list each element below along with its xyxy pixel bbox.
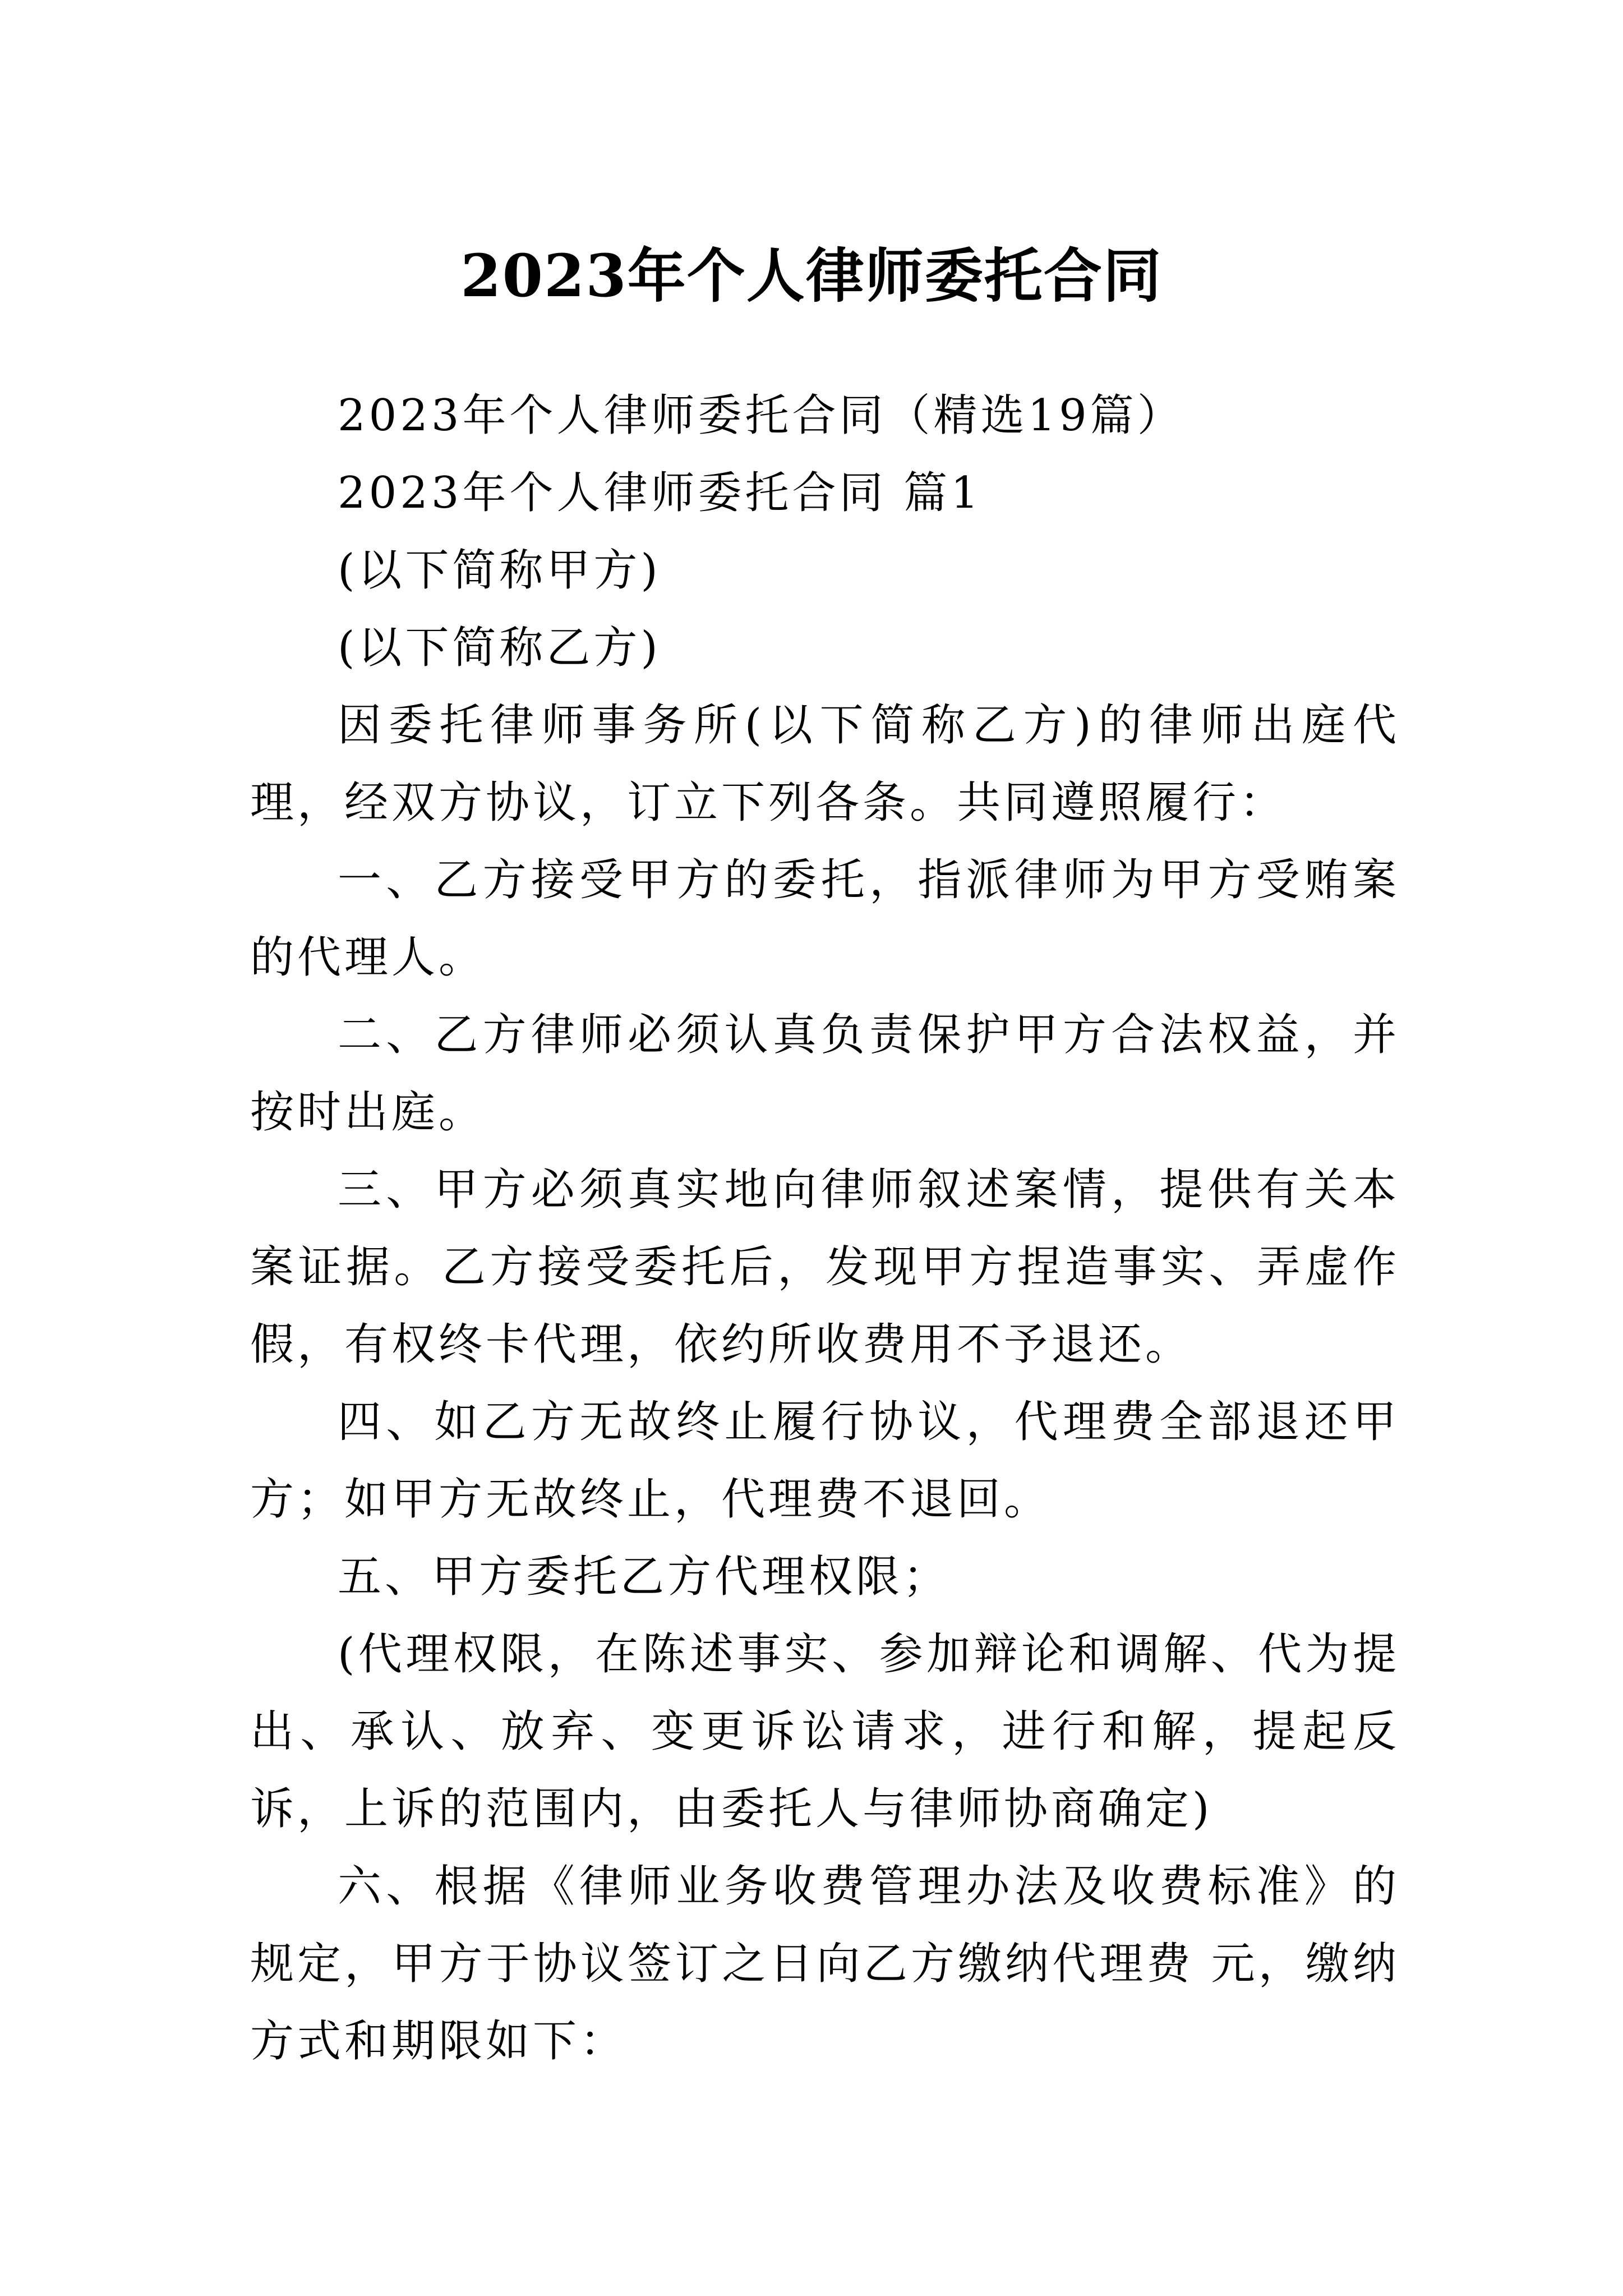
paragraph-preamble: 因委托律师事务所(以下简称乙方)的律师出庭代理，经双方协议，订立下列各条。共同遵照履行： — [250, 700, 1400, 828]
paragraph-clause-6: 六、根据《律师业务收费管理办法及收费标准》的规定，甲方于协议签订之日向乙方缴纳代理费 元，缴纳方式和期限如下： — [250, 1861, 1400, 2067]
paragraph-clause-4: 四、如乙方无故终止履行协议，代理费全部退还甲方；如甲方无故终止，代理费不退回。 — [250, 1397, 1400, 1525]
paragraph-clause-5: 五、甲方委托乙方代理权限； — [338, 1552, 951, 1602]
paragraph-clause-3: 三、甲方必须真实地向律师叙述案情，提供有关本案证据。乙方接受委托后，发现甲方捏造事实、弄虚作假，有权终卡代理，依约所收费用不予退还。 — [250, 1165, 1400, 1370]
paragraph-clause-2: 二、乙方律师必须认真负责保护甲方合法权益，并按时出庭。 — [250, 1010, 1400, 1138]
document-title: 2023年个人律师委托合同 — [460, 241, 1163, 310]
paragraph-clause-5-note: (代理权限，在陈述事实、参加辩论和调解、代为提出、承认、放弃、变更诉讼请求，进行和解，提起反诉，上诉的范围内，由委托人与律师协商确定) — [250, 1629, 1400, 1834]
paragraph-party-a: (以下简称甲方) — [338, 545, 661, 596]
paragraph-section-heading: 2023年个人律师委托合同 篇1 — [338, 468, 982, 518]
paragraph-clause-1: 一、乙方接受甲方的委托，指派律师为甲方受贿案的代理人。 — [250, 855, 1400, 983]
paragraph-subtitle: 2023年个人律师委托合同（精选19篇） — [338, 390, 1184, 441]
paragraph-party-b: (以下简称乙方) — [338, 623, 661, 673]
document-body — [250, 377, 1400, 2080]
